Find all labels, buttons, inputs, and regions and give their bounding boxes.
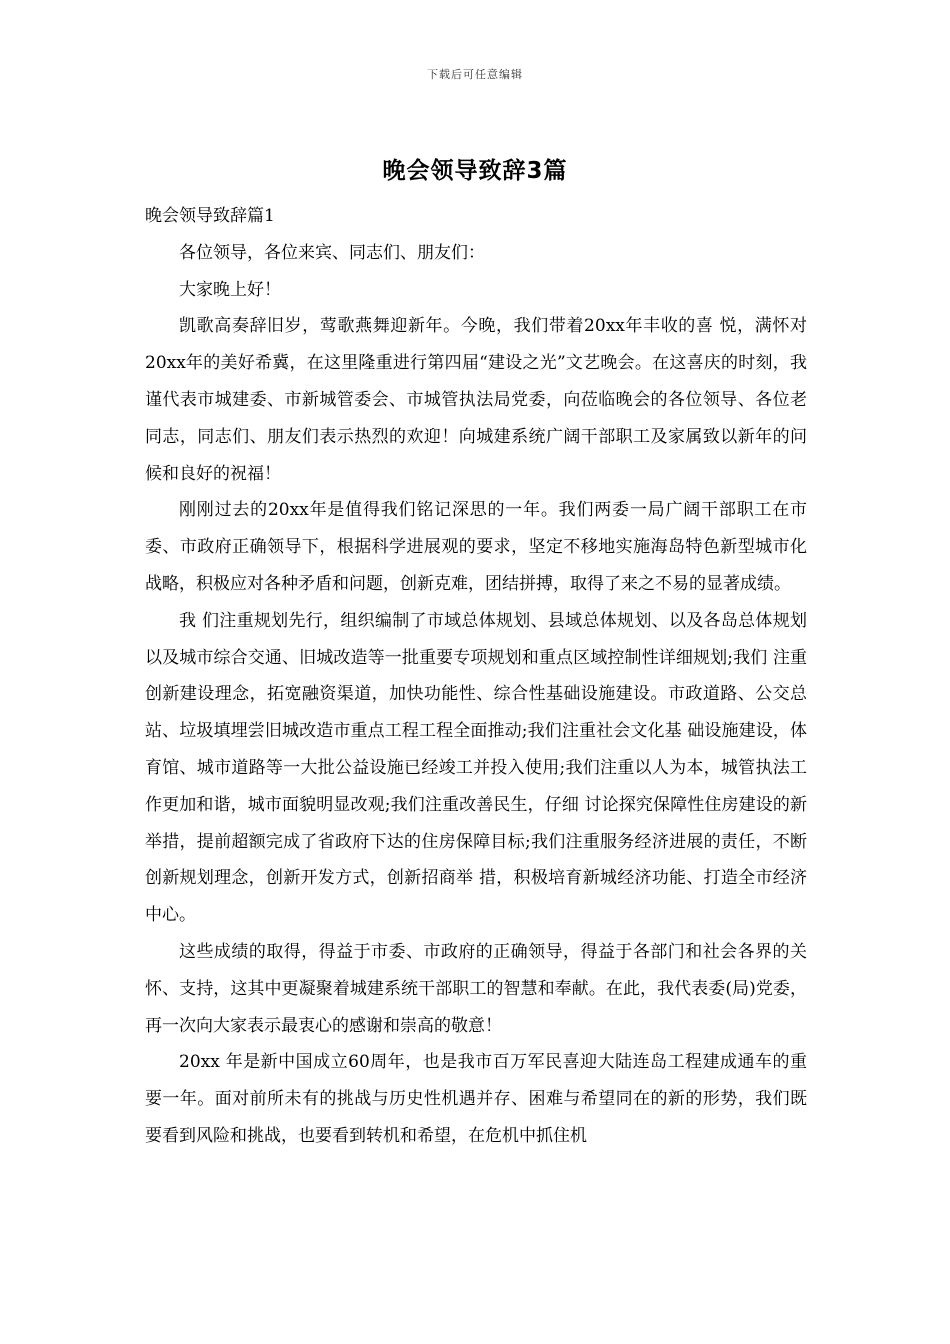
- header-note: 下载后可任意编辑: [427, 68, 523, 81]
- paragraph-salutation: 各位领导，各位来宾、同志们、朋友们：: [179, 242, 485, 263]
- paragraph: 凯歌高奏辞旧岁，莺歌燕舞迎新年。今晚，我们带着20xx年丰收的喜 悦，满怀对20xx年的美好希冀，在这里隆重进行第四届“建设之光”文艺晚会。在这喜庆的时刻，我谨代表市城建委、市新城管委会、市城管执法局党委，向莅临晚会的各位领导、各位老同志，同志们、朋友们表示热烈的欢迎！向城建系统广阔干部职工及家属致以新年的问候和良好的祝福！: [145, 316, 807, 484]
- paragraph: 刚刚过去的20xx年是值得我们铭记深思的一年。我们两委一局广阔干部职工在市委、市政府正确领导下，根据科学进展观的要求，坚定不移地实施海岛特色新型城市化战略，积极应对各种矛盾和问题，创新克难，团结拼搏，取得了来之不易的显著成绩。: [145, 500, 807, 594]
- paragraph: 我 们注重规划先行，组织编制了市域总体规划、县域总体规划、以及各岛总体规划以及城市综合交通、旧城改造等一批重要专项规划和重点区域控制性详细规划;我们 注重创新建设理念，拓宽融资渠道，加快功能性、综合性基础设施建设。市政道路、公交总站、垃圾填埋尝旧城改造市重点工程工程全面推动;我们注重社会文化基 础设施建设，体育馆、城市道路等一大批公益设施已经竣工并投入使用;我们注重以人为本，城管执法工作更加和谐，城市面貌明显改观;我们注重改善民生，仔细 讨论探究保障性住房建设的新举措，提前超额完成了省政府下达的住房保障目标;我们注重服务经济进展的责任，不断创新规划理念，创新开发方式，创新招商举 措，积极培育新城经济功能、打造全市经济中心。: [145, 610, 807, 926]
- section-subtitle: 晚会领导致辞篇1: [145, 206, 275, 226]
- paragraph: 20xx 年是新中国成立60周年，也是我市百万军民喜迎大陆连岛工程建成通车的重要一年。面对前所未有的挑战与历史性机遇并存、困难与希望同在的新的形势，我们既 要看到风险和挑战，也要看到转机和希望，在危机中抓住机: [145, 1052, 807, 1146]
- paragraph-greeting: 大家晚上好！: [179, 279, 281, 300]
- paragraph: 这些成绩的取得，得益于市委、市政府的正确领导，得益于各部门和社会各界的关怀、支持，这其中更凝聚着城建系统干部职工的智慧和奉献。在此，我代表委(局)党委，再一次向大家表示最衷心的感谢和崇高的敬意！: [145, 941, 807, 1036]
- document-title: 晚会领导致辞3篇: [382, 158, 568, 184]
- document-body: [145, 198, 807, 1155]
